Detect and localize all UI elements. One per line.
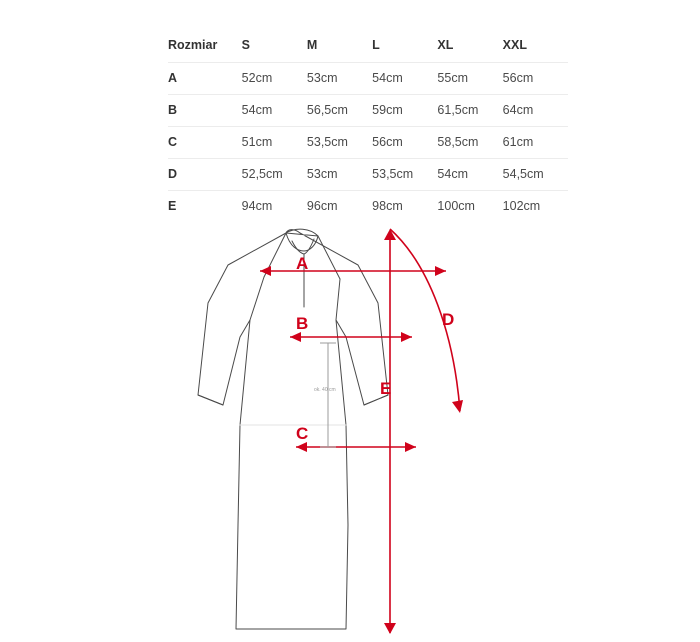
measure-label-e: E <box>380 379 392 398</box>
cell-d-xxl: 54,5cm <box>502 167 544 181</box>
cell-b-l: 59cm <box>372 103 403 117</box>
column-header-rozmiar: Rozmiar <box>168 37 218 52</box>
row-label-a: A <box>168 71 178 85</box>
sleeve-seam-right <box>336 279 340 320</box>
cell-c-s: 51cm <box>241 135 273 149</box>
arrowhead-a-right <box>435 266 446 276</box>
cell-c-xxl: 61cm <box>502 135 534 149</box>
row-label-c: C <box>168 135 178 149</box>
arrowhead-e-top <box>384 229 396 240</box>
table-row <box>168 62 568 94</box>
arrowhead-c-left <box>296 442 307 452</box>
arrowhead-d-bottom <box>452 400 463 413</box>
cell-a-s: 52cm <box>241 71 273 85</box>
cell-a-xxl: 56cm <box>502 71 534 85</box>
cell-d-s: 52,5cm <box>241 167 283 181</box>
measure-label-d: D <box>442 310 455 329</box>
cell-e-xl: 100cm <box>437 199 475 214</box>
cell-d-l: 53,5cm <box>372 167 414 181</box>
cell-b-xxl: 64cm <box>502 103 534 117</box>
arrowhead-c-right <box>405 442 416 452</box>
table-row <box>168 126 568 158</box>
cell-b-s: 54cm <box>241 103 273 117</box>
cell-c-l: 56cm <box>372 135 403 149</box>
cell-a-m: 53cm <box>306 71 338 85</box>
table-row <box>168 94 568 126</box>
table-body <box>168 62 568 222</box>
column-header-xl: XL <box>437 37 454 52</box>
arrowhead-b-right <box>401 332 412 342</box>
column-header-l: L <box>372 37 380 52</box>
measure-label-a: A <box>296 254 309 273</box>
column-header-xxl: XXL <box>502 37 527 52</box>
shoulder-seam-right <box>318 236 340 279</box>
dress-outline <box>198 229 388 629</box>
cell-c-m: 53,5cm <box>306 135 348 149</box>
cell-e-xxl: 102cm <box>502 199 541 214</box>
cell-b-m: 56,5cm <box>306 103 348 117</box>
cell-e-s: 94cm <box>241 199 273 214</box>
cell-b-xl: 61,5cm <box>437 103 479 117</box>
measure-label-b: B <box>296 314 309 333</box>
cell-a-xl: 55cm <box>437 71 468 85</box>
row-label-b: B <box>168 103 178 117</box>
cell-d-xl: 54cm <box>437 167 468 181</box>
column-header-s: S <box>241 37 251 52</box>
row-label-d: D <box>168 167 178 181</box>
garment-measurement-diagram <box>168 225 548 637</box>
cell-e-m: 96cm <box>306 199 338 214</box>
cell-d-m: 53cm <box>306 167 338 181</box>
row-label-e: E <box>168 199 177 214</box>
inner-dimension-note: ok. 40 cm <box>314 387 336 393</box>
garment-svg <box>168 225 548 637</box>
measure-label-c: C <box>296 424 309 443</box>
column-header-m: M <box>306 37 318 52</box>
table-header <box>168 28 568 62</box>
table-header-row <box>168 28 568 62</box>
cell-c-xl: 58,5cm <box>437 135 479 149</box>
cell-a-l: 54cm <box>372 71 403 85</box>
cuff-left <box>198 395 223 405</box>
table-row <box>168 190 568 222</box>
arrowhead-e-bottom <box>384 623 396 634</box>
sleeve-seam-left <box>250 277 264 320</box>
cell-e-l: 98cm <box>372 199 403 214</box>
table-row <box>168 158 568 190</box>
arrowhead-b-left <box>290 332 301 342</box>
size-table <box>168 28 568 222</box>
